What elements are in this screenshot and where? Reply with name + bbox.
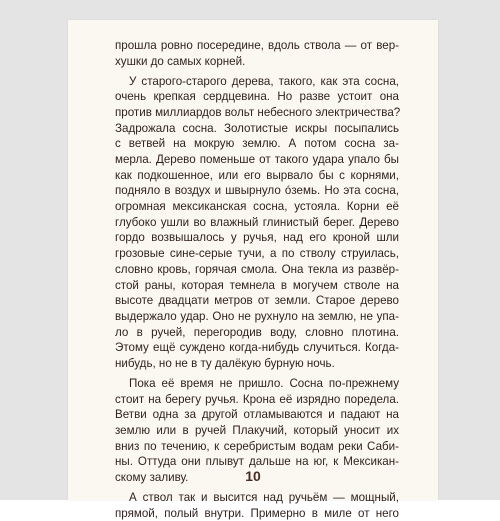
text-line: грозовые сине-серые тучи, а по стволу струилась, xyxy=(115,246,399,262)
text-line: глубоко ушли во влажный глинистый берег. Дерево xyxy=(115,215,399,231)
text-line: подняло в воздух и швырнуло óземь. Но эта сосна, xyxy=(115,183,399,199)
text-line: с ветвей на мокрую землю. А потом сосна за- xyxy=(115,136,399,152)
text-line: против миллиардов вольт небесного электричества? xyxy=(115,105,399,121)
text-line: Ветви одна за другой отламываются и падают на xyxy=(115,407,399,423)
text-line: стой раны, которая темнела в могучем стволе на xyxy=(115,278,399,294)
text-line: Этому ещё суждено когда-нибудь случиться. Когда- xyxy=(115,340,399,356)
page-number: 10 xyxy=(68,468,438,484)
text-line: вниз по течению, к серебристым водам реки Саби- xyxy=(115,439,399,455)
text-line: хушки до самых корней. xyxy=(115,54,399,70)
text-line: землю или в ручей Плакучий, который уносит их xyxy=(115,423,399,439)
text-line: прошла ровно посередине, вдоль ствола — от вер- xyxy=(115,38,399,54)
text-line: стоит на берегу ручья. Крона её изрядно поредела. xyxy=(115,392,399,408)
text-line: ны. Оттуда они плывут дальше на юг, к Мексикан- xyxy=(115,454,399,470)
text-line: скому заливу. xyxy=(115,470,399,486)
text-line: гордо возвышалось у ручья, над его кроной шли xyxy=(115,230,399,246)
text-line: выдержало удар. Оно не рухнуло на землю, не упа- xyxy=(115,309,399,325)
text-line: как подкошенное, или его вырвало бы с корнями, xyxy=(115,168,399,184)
text-line: огромная мексиканская сосна, устояла. Корни её xyxy=(115,199,399,215)
text-line: прямой, полый внутри. Примерно в миле от него xyxy=(115,506,399,521)
book-page xyxy=(68,20,438,500)
body-text xyxy=(115,38,399,521)
text-line: мерла. Дерево поменьше от такого удара упало бы xyxy=(115,152,399,168)
text-line: ло в ручей, перегородив воду, словно плотина. xyxy=(115,325,399,341)
text-line: очень крепкая сердцевина. Но разве устоит она xyxy=(115,89,399,105)
text-line: А ствол так и высится над ручьём — мощный, xyxy=(115,490,399,506)
text-line: высоте двадцати метров от земли. Старое дерево xyxy=(115,293,399,309)
text-line: нибудь, но не в ту далёкую бурную ночь. xyxy=(115,356,399,372)
text-line: Задрожала сосна. Золотистые искры посыпались xyxy=(115,121,399,137)
text-line: Пока её время не пришло. Сосна по-прежнему xyxy=(115,376,399,392)
text-line: У старого-старого дерева, такого, как эта сосна, xyxy=(115,74,399,90)
text-line: словно кровь, горячая смола. Она текла из развёр- xyxy=(115,262,399,278)
